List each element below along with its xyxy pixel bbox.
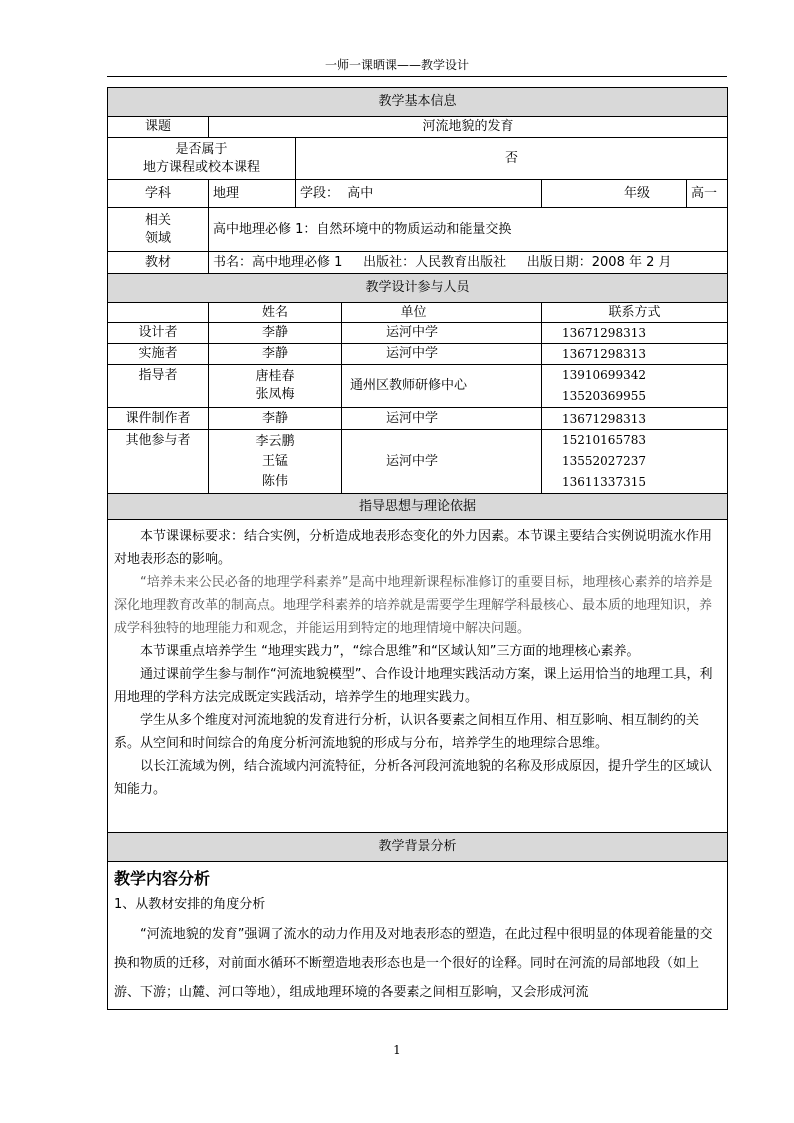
document-header: 一师一课晒课——教学设计: [324, 58, 469, 72]
field-value: 高中地理必修 1：自然环境中的物质运动和能量交换: [209, 208, 728, 252]
local-course-label: [108, 138, 296, 180]
participant-phone: 13671298313: [542, 344, 728, 365]
participant-unit: 运河中学: [342, 323, 542, 344]
participant-row: [108, 323, 728, 344]
local-course-value: 否: [296, 138, 728, 180]
textbook-book: 书名：高中地理必修 1: [213, 254, 343, 270]
participant-phones: [542, 430, 728, 494]
page-number: 1: [393, 1043, 401, 1057]
col-name-header: 姓名: [209, 303, 342, 323]
participant-role: 实施者: [108, 344, 209, 365]
topic-label: 课题: [108, 117, 209, 138]
background-body: [108, 862, 728, 1010]
participant-role: 课件制作者: [108, 408, 209, 430]
participant-phone: 13910699342: [562, 368, 646, 382]
section-participants: 教学设计参与人员: [108, 274, 728, 303]
stage-value: 高中: [347, 185, 374, 201]
participant-row: [108, 365, 728, 408]
guidance-paragraph: “培养未来公民必备的地理学科素养”是高中地理新课程标准修订的重要目标，地理核心素养的培养是深化地理教育改革的制高点。地理学科素养的培养就是需要学生理解学科最核心、最本质的地理知识，养成学科独特的地理能力和观念，并能运用到特定的地理情境中解决问题。: [114, 575, 713, 636]
topic-value: 河流地貌的发育: [209, 117, 728, 138]
participant-role: 其他参与者: [108, 430, 209, 494]
participant-role: 指导者: [108, 365, 209, 408]
participant-name: 李云鹏: [255, 433, 295, 449]
participant-name: 王锰: [261, 453, 288, 469]
textbook-angle-subtitle: 1、从教材安排的角度分析: [114, 897, 266, 912]
participant-unit: 运河中学: [342, 344, 542, 365]
textbook-date: 出版日期：2008 年 2 月: [526, 254, 672, 270]
col-unit-header: 单位: [342, 303, 542, 323]
participant-name: 李静: [209, 408, 342, 430]
participant-name: 李静: [209, 344, 342, 365]
participant-name: 唐桂春: [255, 369, 295, 384]
participant-names: [209, 365, 342, 408]
guidance-paragraph: 本节课重点培养学生 “地理实践力”，“综合思维”和“区域认知”三方面的地理核心素养。: [140, 644, 640, 659]
subject-label: 学科: [108, 180, 209, 208]
participant-phones: [542, 365, 728, 408]
guidance-paragraph: 本节课课标要求：结合实例，分析造成地表形态变化的外力因素。本节课主要结合实例说明流水作用对地表形态的影响。: [114, 529, 713, 567]
participant-role: 设计者: [108, 323, 209, 344]
grade-value: 高一: [687, 180, 728, 208]
participant-phone: 13671298313: [542, 323, 728, 344]
participant-row: [108, 344, 728, 365]
participants-corner: [108, 303, 209, 323]
participant-unit: 通州区教师研修中心: [342, 365, 542, 408]
participant-phone: 13552027237: [562, 454, 646, 468]
textbook-publisher: 出版社：人民教育出版社: [363, 254, 507, 270]
guidance-body: [108, 520, 728, 833]
guidance-paragraph: 以长江流域为例，结合流域内河流特征，分析各河段河流地貌的名称及形成原因，提升学生的区域认知能力。: [114, 759, 713, 797]
participant-names: [209, 430, 342, 494]
guidance-paragraph: 学生从多个维度对河流地貌的发育进行分析，认识各要素之间相互作用、相互影响、相互制约的关系。从空间和时间综合的角度分析河流地貌的形成与分布，培养学生的地理综合思维。: [114, 713, 700, 751]
participant-phone: 13671298313: [542, 408, 728, 430]
field-label: [108, 208, 209, 252]
header-rule: [107, 76, 727, 77]
grade-label: 年级: [542, 180, 687, 208]
textbook-value: [209, 252, 728, 274]
participant-unit: 运河中学: [342, 430, 542, 494]
section-basic-info: 教学基本信息: [108, 88, 728, 117]
participant-phone: 13611337315: [562, 475, 646, 489]
field-label-line1: 相关: [144, 212, 171, 228]
section-background: 教学背景分析: [108, 833, 728, 862]
guidance-paragraph: 通过课前学生参与制作“河流地貌模型”、合作设计地理实践活动方案，课上运用恰当的地理工具，利用地理的学科方法完成既定实践活动，培养学生的地理实践力。: [114, 667, 713, 705]
local-course-label-line2: 地方课程或校本课程: [142, 159, 260, 175]
participant-name: 张凤梅: [255, 387, 295, 402]
lesson-design-table: [107, 87, 728, 1010]
stage-label: 学段：: [300, 185, 340, 201]
local-course-label-line1: 是否属于: [175, 141, 228, 157]
stage-cell: [296, 180, 542, 208]
background-paragraph: “河流地貌的发育”强调了流水的动力作用及对地表形态的塑造，在此过程中很明显的体现着能量的交换和物质的迁移，对前面水循环不断塑造地表形态也是一个很好的诠释。同时在河流的局部地段（如上游、下游；山麓、河口等地），组成地理环境的各要素之间相互影响，又会形成河流: [114, 927, 713, 1000]
participant-name: 李静: [209, 323, 342, 344]
participant-phone: 13520369955: [562, 389, 646, 403]
textbook-label: 教材: [108, 252, 209, 274]
participant-phone: 15210165783: [562, 433, 646, 447]
col-contact-header: 联系方式: [542, 303, 728, 323]
participant-unit: 运河中学: [342, 408, 542, 430]
content-analysis-title: 教学内容分析: [114, 869, 211, 888]
field-label-line2: 领域: [144, 230, 171, 246]
subject-value: 地理: [209, 180, 296, 208]
section-guidance: 指导思想与理论依据: [108, 494, 728, 520]
participant-row: [108, 430, 728, 494]
participant-row: [108, 408, 728, 430]
participant-name: 陈伟: [261, 473, 288, 489]
